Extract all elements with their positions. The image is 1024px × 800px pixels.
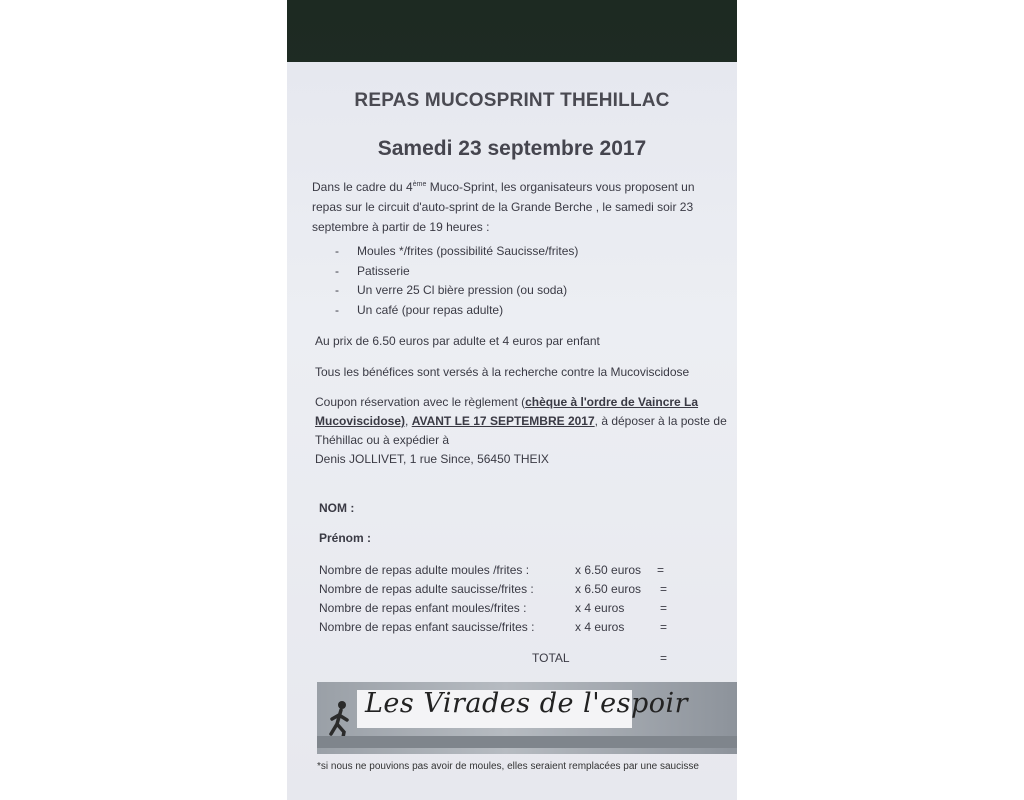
coupon-line-3: Théhillac ou à expédier à xyxy=(315,433,450,447)
cheque-payee: Mucoviscidose) xyxy=(315,414,406,428)
order-row-label: Nombre de repas adulte moules /frites : xyxy=(319,563,530,577)
menu-item xyxy=(335,262,578,282)
menu-item-label: Un verre 25 Cl bière pression (ou soda) xyxy=(357,283,568,297)
menu-item xyxy=(335,281,578,301)
prenom-label: Prénom : xyxy=(319,531,372,545)
menu-dash: - xyxy=(335,244,339,258)
order-row-price: x 6.50 euros xyxy=(575,582,642,596)
virades-banner xyxy=(317,682,737,754)
benefits-text: Tous les bénéfices sont versés à la recherche contre la Mucoviscidose xyxy=(315,365,690,379)
coupon-line-1 xyxy=(315,395,698,409)
menu-item xyxy=(335,301,578,321)
menu-item-label: Un café (pour repas adulte) xyxy=(357,302,504,317)
order-row-equals: = xyxy=(660,620,668,634)
order-row-label: Nombre de repas enfant moules/frites : xyxy=(319,601,527,615)
banner-stripe xyxy=(317,736,737,748)
menu-list xyxy=(335,242,578,320)
event-date: Samedi 23 septembre 2017 xyxy=(377,137,647,160)
menu-dash: - xyxy=(335,283,339,297)
price-text: Au prix de 6.50 euros par adulte et 4 euros par enfant xyxy=(315,334,600,348)
intro-superscript: ème xyxy=(412,181,427,188)
order-row-equals: = xyxy=(657,563,665,577)
menu-item xyxy=(335,242,578,262)
menu-item-label: Moules */frites (possibilité Saucisse/frites) xyxy=(357,244,579,258)
flyer-sheet xyxy=(287,62,737,800)
total-label: TOTAL xyxy=(532,651,570,665)
intro-text-start: Dans le cadre du 4 xyxy=(312,180,413,194)
order-row-price: x 6.50 euros xyxy=(575,563,642,577)
total-equals: = xyxy=(660,651,668,665)
flyer-title: REPAS MUCOSPRINT THEHILLAC xyxy=(354,90,670,111)
order-row-price: x 4 euros xyxy=(575,601,625,615)
nom-label: NOM : xyxy=(319,501,355,515)
cheque-instruction: chèque à l'ordre de Vaincre La xyxy=(525,395,699,409)
intro-text-rest: Muco-Sprint, les organisateurs vous proposent un repas sur le circuit d'auto-sprint de la Grande Berche , le samedi soir 23 septembre à partir de 19 heures : xyxy=(312,180,695,234)
virades-logo-text: Les Virades de l'espoir xyxy=(365,688,689,719)
mailing-address: Denis JOLLIVET, 1 rue Since, 56450 THEIX xyxy=(315,452,549,466)
order-row-equals: = xyxy=(660,582,668,596)
menu-dash: - xyxy=(335,263,339,278)
coupon-separator: , xyxy=(405,414,412,428)
menu-item-label: Patisserie xyxy=(357,263,410,278)
order-row-price: x 4 euros xyxy=(575,620,625,634)
order-row-label: Nombre de repas enfant saucisse/frites : xyxy=(319,620,535,634)
coupon-dropoff: , à déposer à la poste de xyxy=(594,414,727,428)
coupon-line-2 xyxy=(315,414,727,428)
order-row-equals: = xyxy=(660,601,668,615)
menu-dash: - xyxy=(335,302,339,317)
footnote: *si nous ne pouvions pas avoir de moules, elles seraient remplacées par une saucisse xyxy=(317,761,699,772)
deadline: AVANT LE 17 SEPTEMBRE 2017 xyxy=(411,414,595,428)
coupon-text: Coupon réservation avec le règlement ( xyxy=(315,395,526,409)
intro-paragraph xyxy=(312,175,722,237)
order-row-label: Nombre de repas adulte saucisse/frites : xyxy=(319,582,534,596)
